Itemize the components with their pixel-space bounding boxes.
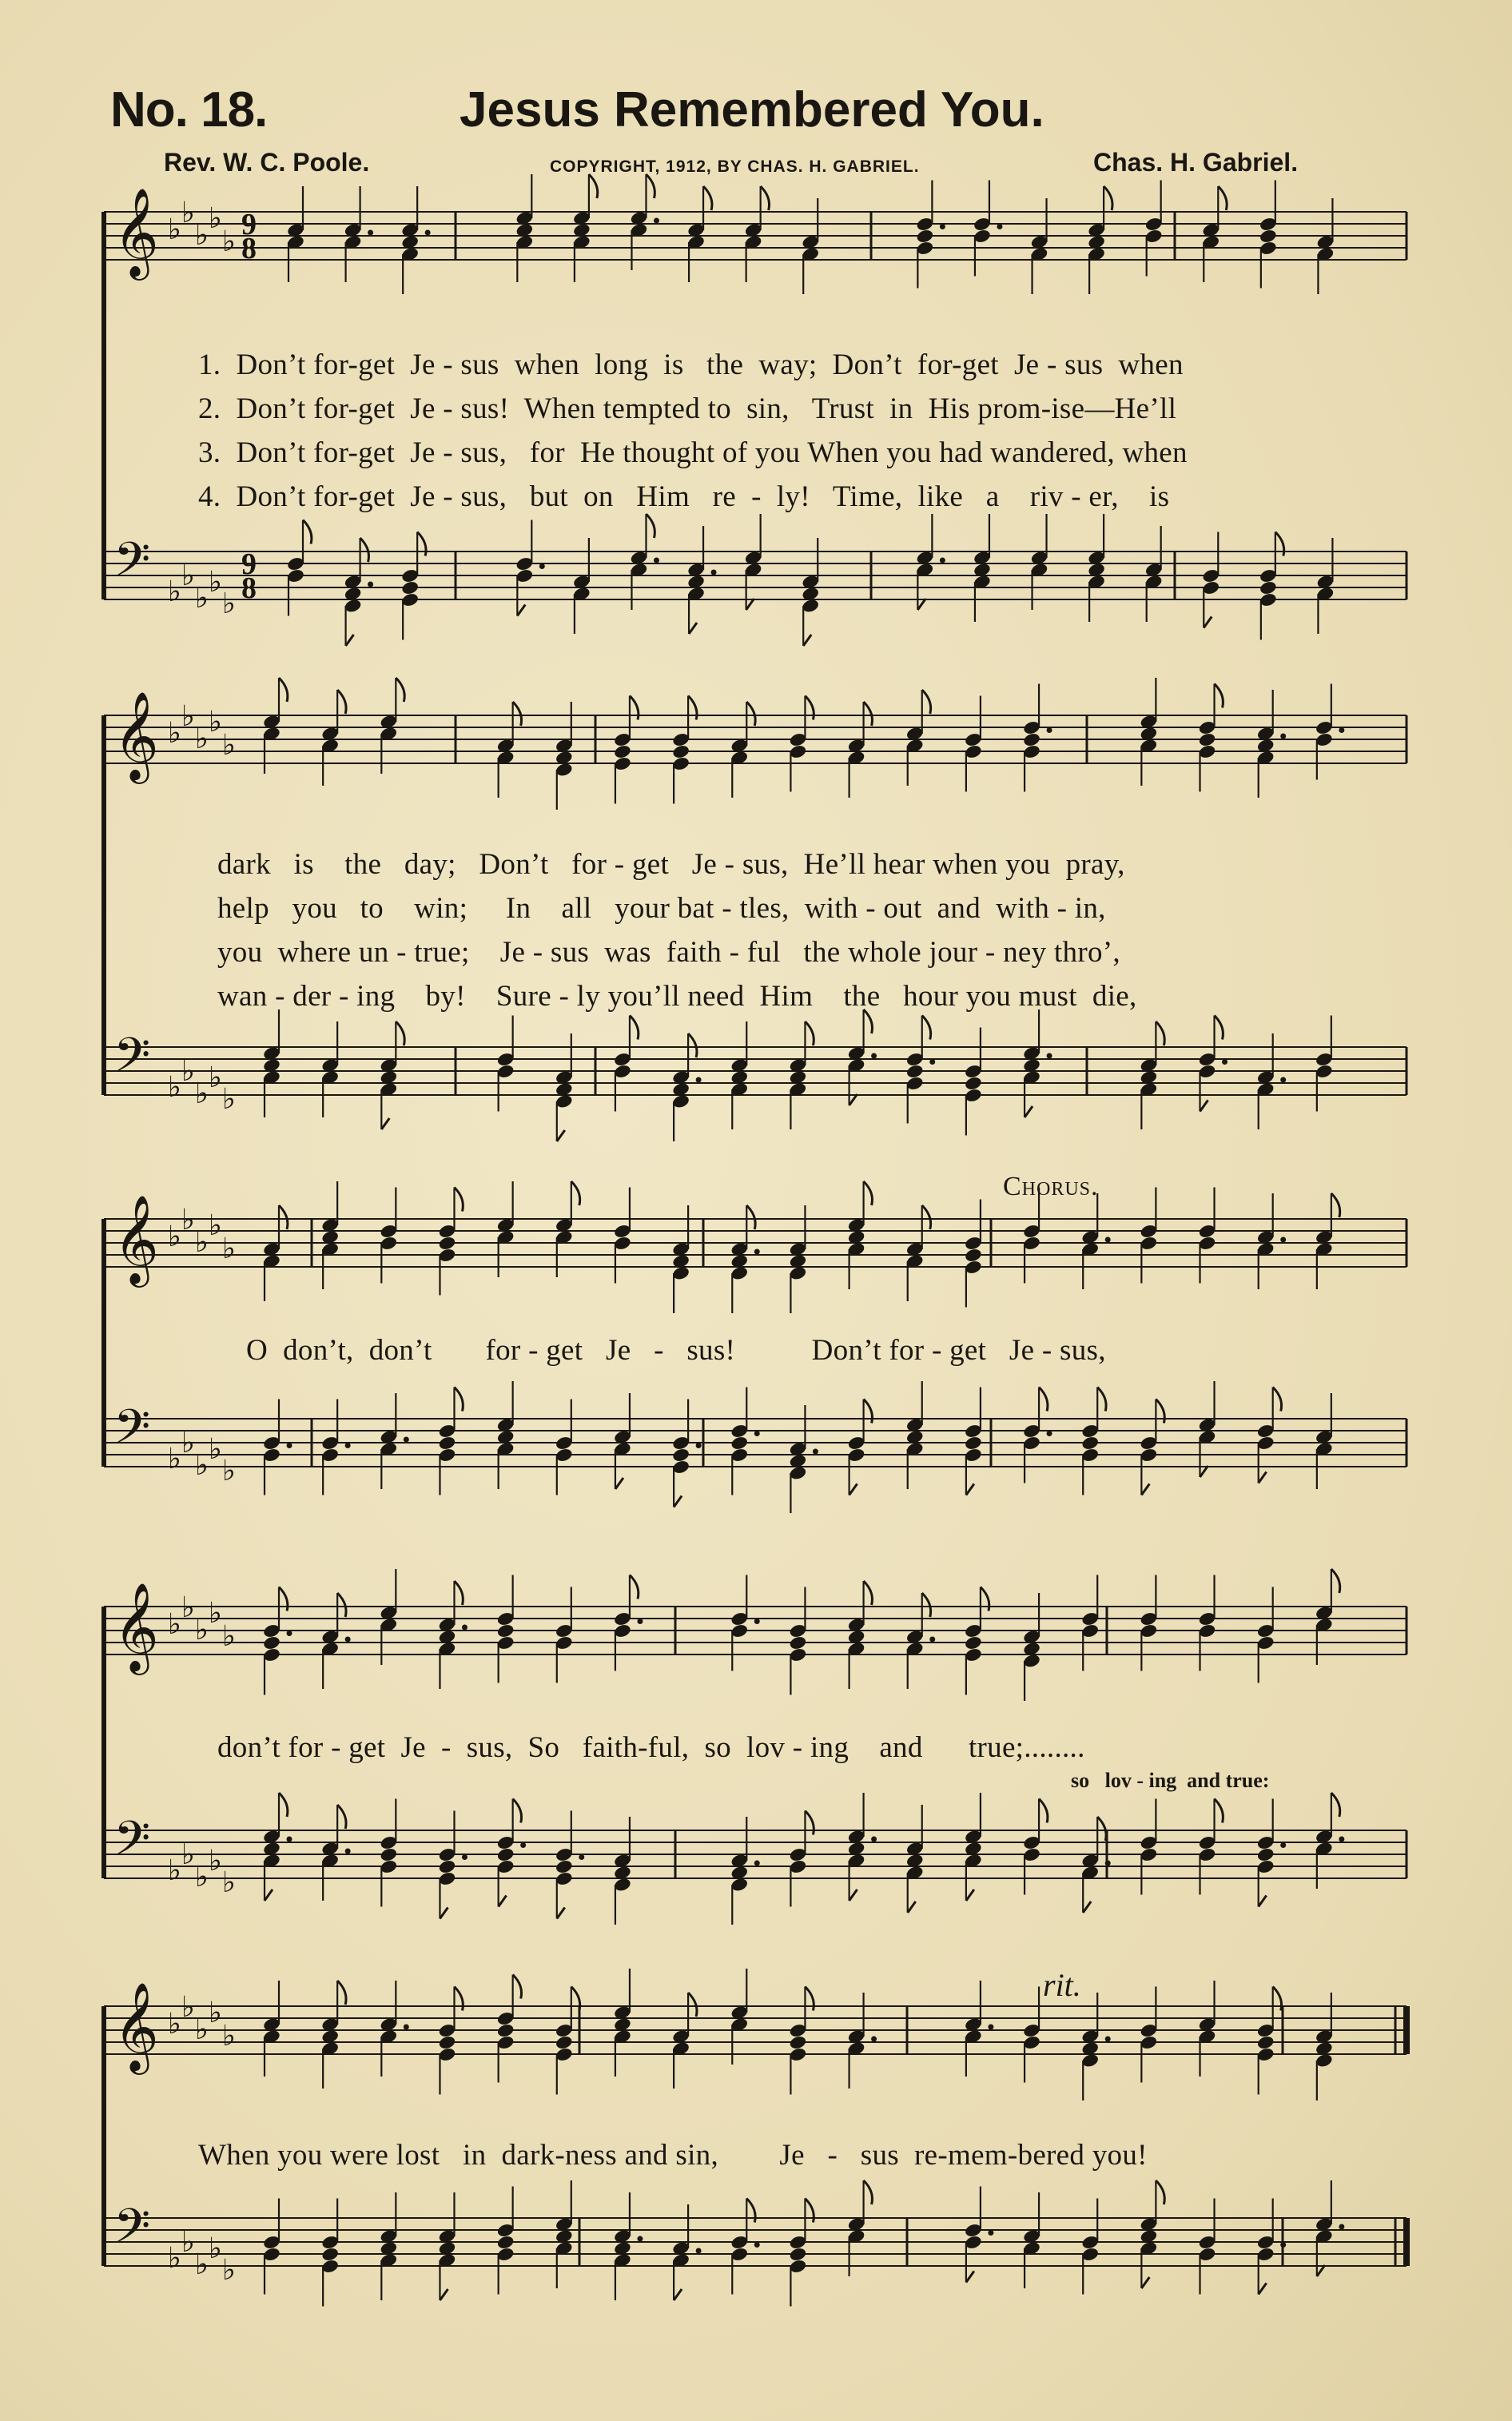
note-flag: [557, 1130, 565, 1141]
dot-mark: [462, 1854, 468, 1860]
time-signature-bottom: 8: [241, 571, 257, 605]
note-flag: [1218, 186, 1227, 210]
dot-mark: [696, 1443, 702, 1448]
note-flag: [615, 1478, 623, 1489]
hymn-title: Jesus Remembered You.: [460, 82, 1044, 137]
note-flag: [517, 605, 525, 616]
dot-mark: [654, 558, 659, 563]
note-flag: [1200, 1466, 1208, 1477]
dot-mark: [696, 1077, 702, 1083]
dot-mark: [1280, 1237, 1286, 1243]
dot-mark: [1280, 2242, 1286, 2248]
note-flag: [646, 174, 655, 198]
composer-credit: Chas. H. Gabriel.: [1093, 148, 1299, 177]
note-head: [555, 2035, 574, 2051]
note-head: [400, 580, 420, 596]
note-flag: [922, 1593, 931, 1617]
note-flag: [1097, 1817, 1106, 1841]
note-head: [905, 1064, 925, 1080]
note-flag: [513, 1975, 522, 1999]
bass-clef-icon: 𝄢: [113, 532, 151, 599]
flat-sign-icon: ♭: [195, 1077, 209, 1110]
flat-sign-icon: ♭: [195, 2013, 209, 2046]
bass-clef-icon: 𝄢: [113, 2198, 151, 2265]
dot-mark: [1105, 1237, 1111, 1243]
note-flag: [1259, 2284, 1267, 2295]
note-flag: [1083, 1901, 1091, 1913]
flat-sign-icon: ♭: [222, 2254, 236, 2287]
dot-mark: [287, 1443, 292, 1448]
flat-sign-icon: ♭: [195, 723, 209, 755]
note-flag: [922, 690, 931, 714]
flat-sign-icon: ♭: [209, 566, 222, 599]
note-flag: [1215, 1016, 1224, 1040]
lyricist-credit: Rev. W. C. Poole.: [164, 148, 370, 177]
verse-2-line-2: help you to win; In all your bat - tles, with - out and with - in,: [217, 892, 1106, 925]
dot-mark: [929, 1059, 935, 1065]
dot-mark: [1222, 1059, 1228, 1065]
note-flag: [513, 702, 522, 726]
note-flag: [917, 599, 925, 610]
flat-sign-icon: ♭: [209, 1597, 222, 1630]
dot-mark: [368, 582, 373, 587]
dot-mark: [404, 1437, 409, 1443]
dot-mark: [940, 224, 945, 229]
verse-1-line-2: dark is the day; Don’t for - get Je - sus, He’ll hear when you pray,: [217, 848, 1125, 881]
note-flag: [1215, 1799, 1224, 1823]
dot-mark: [871, 1053, 877, 1059]
flat-sign-icon: ♭: [181, 2226, 195, 2259]
note-flag: [499, 1896, 507, 1907]
note-flag: [908, 1901, 916, 1913]
copyright-notice: COPYRIGHT, 1912, BY CHAS. H. GABRIEL.: [550, 157, 920, 176]
flat-sign-icon: ♭: [222, 1232, 236, 1265]
note-flag: [279, 1793, 288, 1817]
verse-1-line-1: 1. Don’t for-get Je - sus when long is the way; Don’t for-get Je - sus when: [198, 348, 1184, 381]
note-flag: [396, 1021, 404, 1045]
dot-mark: [1105, 1861, 1111, 1866]
dot-mark: [345, 1443, 351, 1448]
flat-sign-icon: ♭: [222, 1083, 236, 1116]
bass-clef-icon: 𝄢: [113, 1027, 151, 1094]
note-flag: [381, 1118, 389, 1129]
flat-sign-icon: ♭: [168, 717, 181, 750]
note-flag: [265, 1889, 273, 1901]
note-head: [671, 1447, 690, 1463]
flat-sign-icon: ♭: [209, 1845, 222, 1877]
note-head: [1256, 1847, 1275, 1863]
note-flag: [864, 1581, 873, 1605]
note-flag: [1331, 1569, 1340, 1593]
flat-sign-icon: ♭: [222, 2020, 236, 2053]
note-flag: [337, 1981, 346, 2005]
flat-sign-icon: ♭: [168, 213, 181, 246]
note-head: [496, 2235, 515, 2251]
dot-mark: [404, 2025, 409, 2030]
note-flag: [864, 2180, 873, 2204]
verse-3-line-2: you where un - true; Je - sus was faith - ful the whole jour - ney thro’,: [217, 936, 1120, 969]
flat-sign-icon: ♭: [195, 219, 209, 252]
ritardando-mark: rit.: [1043, 1967, 1081, 2003]
note-flag: [630, 1575, 639, 1599]
note-head: [1256, 2035, 1275, 2051]
note-flag: [1141, 1484, 1149, 1495]
flat-sign-icon: ♭: [195, 1226, 209, 1259]
flat-sign-icon: ♭: [181, 1991, 195, 2024]
note-flag: [1259, 1896, 1267, 1907]
verse-2-line-1: 2. Don’t for-get Je - sus! When tempted to sin, Trust in His prom-ise—He’ll: [198, 392, 1177, 425]
note-flag: [1104, 186, 1112, 210]
dot-mark: [1339, 1837, 1344, 1842]
note-head: [555, 1859, 574, 1875]
dot-mark: [345, 1849, 351, 1854]
note-flag: [1097, 1388, 1106, 1412]
dot-mark: [1047, 1053, 1052, 1059]
time-signature-top: 9: [241, 548, 257, 581]
flat-sign-icon: ♭: [181, 1838, 195, 1871]
note-flag: [1156, 1021, 1164, 1045]
bass-clef-icon: 𝄢: [113, 1810, 151, 1877]
dot-mark: [1105, 2037, 1111, 2042]
dot-mark: [940, 558, 945, 563]
note-flag: [1259, 1472, 1267, 1483]
note-head: [964, 1435, 983, 1451]
note-flag: [360, 538, 369, 562]
dot-mark: [754, 1431, 760, 1436]
note-flag: [1215, 684, 1224, 708]
dot-mark: [637, 2236, 643, 2242]
dot-mark: [988, 2025, 993, 2030]
treble-clef-icon: 𝄞: [113, 1981, 159, 2071]
note-head: [1259, 229, 1278, 245]
flat-sign-icon: ♭: [168, 2008, 181, 2041]
dot-mark: [368, 230, 373, 236]
dot-mark: [997, 224, 1002, 229]
note-flag: [337, 690, 346, 714]
flat-sign-icon: ♭: [222, 1866, 236, 1899]
verse-4-line-2: wan - der - ing by! Sure - ly you’ll need Him the hour you must die,: [217, 980, 1137, 1013]
flat-sign-icon: ♭: [168, 1443, 181, 1475]
note-head: [1198, 732, 1217, 748]
note-head: [380, 1847, 399, 1863]
flat-sign-icon: ♭: [181, 559, 195, 592]
note-flag: [513, 1799, 522, 1823]
note-head: [438, 1859, 457, 1875]
flat-sign-icon: ♭: [168, 1071, 181, 1104]
dot-mark: [1280, 1842, 1286, 1848]
dot-mark: [1339, 727, 1344, 733]
note-flag: [689, 623, 697, 634]
treble-clef-icon: 𝄞: [113, 691, 159, 780]
dot-mark: [1339, 2224, 1344, 2230]
note-head: [1080, 1435, 1100, 1451]
flat-sign-icon: ♭: [209, 1433, 222, 1466]
note-flag: [396, 678, 404, 702]
note-flag: [1331, 1193, 1340, 1217]
time-signature-top: 9: [241, 208, 257, 241]
note-flag: [279, 678, 288, 702]
flat-sign-icon: ♭: [195, 1449, 209, 1482]
note-flag: [440, 2289, 448, 2300]
flat-sign-icon: ♭: [222, 1620, 236, 1653]
note-head: [496, 1847, 515, 1863]
note-flag: [1204, 617, 1212, 628]
note-flag: [630, 1016, 639, 1040]
note-flag: [688, 1033, 697, 1057]
flat-sign-icon: ♭: [195, 2248, 209, 2281]
dot-mark: [754, 1619, 760, 1624]
dot-mark: [813, 1449, 818, 1455]
note-flag: [864, 702, 873, 726]
dot-mark: [654, 218, 659, 224]
note-flag: [1273, 1388, 1282, 1412]
flat-sign-icon: ♭: [209, 1997, 222, 2029]
note-flag: [922, 1205, 931, 1229]
flat-sign-icon: ♭: [209, 706, 222, 739]
note-flag: [337, 1593, 346, 1617]
note-head: [964, 1635, 983, 1651]
note-flag: [440, 1908, 448, 1919]
note-flag: [454, 1388, 463, 1412]
note-head: [438, 1435, 457, 1451]
note-flag: [1141, 2277, 1149, 2288]
dot-mark: [539, 563, 545, 569]
note-head: [730, 1435, 749, 1451]
time-signature-bottom: 8: [241, 232, 257, 265]
note-flag: [850, 1484, 857, 1495]
flat-sign-icon: ♭: [209, 1061, 222, 1094]
note-flag: [761, 186, 770, 210]
chorus-line-2: don’t for - get Je - sus, So faith-ful, so lov - ing and true;........: [217, 1731, 1085, 1764]
flat-sign-icon: ♭: [222, 587, 236, 620]
note-head: [496, 1623, 515, 1639]
note-flag: [864, 1181, 873, 1205]
dot-mark: [287, 1631, 292, 1636]
treble-clef-icon: 𝄞: [113, 187, 159, 277]
note-flag: [557, 1908, 565, 1919]
flat-sign-icon: ♭: [181, 197, 195, 229]
note-flag: [703, 186, 712, 210]
flat-sign-icon: ♭: [168, 575, 181, 608]
note-flag: [966, 1889, 974, 1901]
dot-mark: [579, 1854, 584, 1860]
note-flag: [1317, 2265, 1325, 2276]
dot-mark: [1047, 1431, 1052, 1436]
flat-sign-icon: ♭: [195, 1614, 209, 1647]
dot-mark: [754, 1861, 760, 1866]
dot-mark: [287, 1837, 292, 1842]
note-head: [438, 1236, 457, 1252]
note-flag: [922, 1016, 931, 1040]
flat-sign-icon: ♭: [195, 1861, 209, 1893]
bass-clef-icon: 𝄢: [113, 1399, 151, 1466]
note-flag: [1039, 1799, 1048, 1823]
note-flag: [303, 520, 312, 544]
note-head: [789, 1635, 808, 1651]
note-head: [438, 2035, 457, 2051]
note-head: [262, 1635, 281, 1651]
note-head: [671, 744, 690, 760]
dot-mark: [929, 1637, 935, 1643]
note-flag: [1331, 1793, 1340, 1817]
hymn-number: No. 18.: [110, 82, 268, 137]
dot-mark: [462, 1625, 468, 1631]
note-flag: [674, 1496, 682, 1507]
note-flag: [803, 635, 811, 646]
chorus-echo-lyric: so lov - ing and true:: [1071, 1769, 1270, 1792]
flat-sign-icon: ♭: [209, 1209, 222, 1242]
dot-mark: [1280, 734, 1286, 739]
flat-sign-icon: ♭: [209, 202, 222, 235]
verse-4-line-1: 4. Don’t for-get Je - sus, but on Him re - ly! Time, like a riv - er, is: [198, 480, 1170, 513]
note-flag: [454, 1188, 463, 1212]
note-flag: [1200, 1101, 1208, 1112]
note-flag: [571, 1181, 580, 1205]
flat-sign-icon: ♭: [195, 582, 209, 615]
note-flag: [589, 174, 598, 198]
flat-sign-icon: ♭: [209, 2232, 222, 2265]
dot-mark: [754, 1249, 760, 1255]
treble-clef-icon: 𝄞: [113, 1194, 159, 1284]
verse-3-line-1: 3. Don’t for-get Je - sus, for He thought of you When you had wandered, when: [198, 436, 1188, 469]
flat-sign-icon: ♭: [181, 700, 195, 733]
note-head: [320, 2247, 340, 2263]
dot-mark: [988, 2230, 993, 2236]
note-flag: [966, 2272, 974, 2283]
dot-mark: [637, 1619, 643, 1624]
flat-sign-icon: ♭: [181, 1204, 195, 1236]
flat-sign-icon: ♭: [181, 1055, 195, 1088]
dot-mark: [871, 1837, 877, 1842]
note-flag: [1039, 1388, 1048, 1412]
dot-mark: [754, 2242, 760, 2248]
note-head: [916, 229, 935, 245]
flat-sign-icon: ♭: [222, 225, 236, 258]
note-flag: [746, 702, 755, 726]
note-flag: [850, 1889, 857, 1901]
note-flag: [279, 1205, 288, 1229]
dot-mark: [425, 230, 431, 236]
flat-sign-icon: ♭: [168, 1854, 181, 1887]
flat-sign-icon: ♭: [181, 1591, 195, 1624]
flat-sign-icon: ♭: [168, 1608, 181, 1641]
flat-sign-icon: ♭: [168, 1220, 181, 1253]
treble-clef-icon: 𝄞: [113, 1582, 159, 1671]
note-head: [613, 744, 632, 760]
note-flag: [966, 1484, 974, 1495]
note-flag: [1156, 2180, 1164, 2204]
flat-sign-icon: ♭: [181, 1427, 195, 1459]
note-head: [1259, 580, 1278, 596]
note-head: [789, 2035, 808, 2051]
flat-sign-icon: ♭: [222, 1455, 236, 1487]
dot-mark: [871, 2037, 877, 2042]
flat-sign-icon: ♭: [168, 2242, 181, 2275]
note-flag: [746, 599, 754, 610]
note-flag: [1025, 1106, 1033, 1117]
dot-mark: [1047, 727, 1052, 733]
dot-mark: [696, 2248, 702, 2254]
note-flag: [674, 2289, 682, 2300]
chorus-label: Chorus.: [1003, 1172, 1099, 1201]
dot-mark: [520, 1842, 526, 1848]
flat-sign-icon: ♭: [222, 729, 236, 762]
note-head: [789, 2247, 808, 2263]
note-flag: [805, 1021, 814, 1045]
dot-mark: [711, 570, 717, 575]
note-flag: [746, 1205, 755, 1229]
note-head: [964, 1076, 983, 1092]
chorus-line-1: O don’t, don’t for - get Je - sus! Don’t for - get Je - sus,: [246, 1334, 1106, 1367]
note-head: [496, 2023, 515, 2039]
note-flag: [688, 1993, 697, 2017]
note-head: [964, 1248, 983, 1264]
dot-mark: [1280, 1077, 1286, 1083]
chorus-line-3: When you were lost in dark-ness and sin, Je - sus re-mem-bered you!: [198, 2139, 1148, 2172]
note-flag: [337, 1805, 346, 1829]
note-flag: [850, 1094, 857, 1105]
note-flag: [346, 635, 354, 646]
dot-mark: [345, 1637, 351, 1643]
note-flag: [646, 514, 655, 538]
note-head: [1022, 732, 1041, 748]
note-flag: [454, 1581, 463, 1605]
